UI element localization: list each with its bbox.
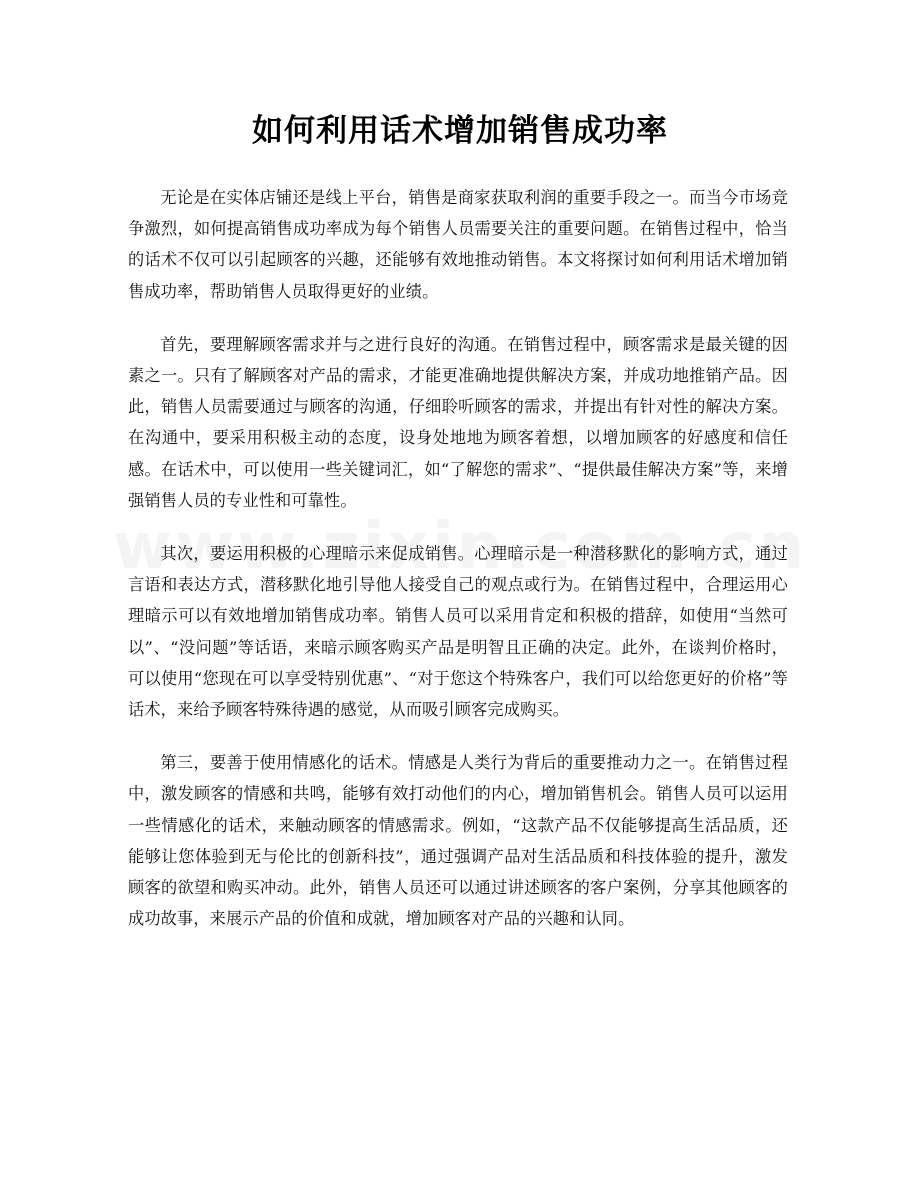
paragraph-psychological-hints: 其次，要运用积极的心理暗示来促成销售。心理暗示是一种潜移默化的影响方式，通过言语和表达方式，潜移默化地引导他人接受自己的观点或行为。在销售过程中，合理运用心理暗示可以有效地增加销售成功率。销售人员可以采用肯定和积极的措辞，如使用“当然可以”、“没问题”等话语，来暗示顾客购买产品是明智且正确的决定。此外，在谈判价格时，可以使用“您现在可以享受特别优惠”、“对于您这个特殊客户，我们可以给您更好的价格”等话术，来给予顾客特殊待遇的感觉，从而吸引顾客完成购买。 (128, 544, 788, 720)
paragraph-understand-needs: 首先，要理解顾客需求并与之进行良好的沟通。在销售过程中，顾客需求是最关键的因素之一。只有了解顾客对产品的需求，才能更准确地提供解决方案，并成功地推销产品。因此，销售人员需要通过与顾客的沟通，仔细聆听顾客的需求，并提出有针对性的解决方案。在沟通中，要采用积极主动的态度，设身处地地为顾客着想，以增加顾客的好感度和信任感。在话术中，可以使用一些关键词汇，如“了解您的需求”、“提供最佳解决方案”等，来增强销售人员的专业性和可靠性。 (128, 334, 788, 510)
paragraph-emotional-talk: 第三，要善于使用情感化的话术。情感是人类行为背后的重要推动力之一。在销售过程中，激发顾客的情感和共鸣，能够有效打动他们的内心，增加销售机会。销售人员可以运用一些情感化的话术，来触动顾客的情感需求。例如，“这款产品不仅能够提高生活品质，还能够让您体验到无与伦比的创新科技”，通过强调产品对生活品质和科技体验的提升，激发顾客的欲望和购买冲动。此外，销售人员还可以通过讲述顾客的客户案例，分享其他顾客的成功故事，来展示产品的价值和成就，增加顾客对产品的兴趣和认同。 (128, 753, 788, 929)
document-body (128, 182, 788, 956)
paragraph-intro: 无论是在实体店铺还是线上平台，销售是商家获取利润的重要手段之一。而当今市场竞争激烈，如何提高销售成功率成为每个销售人员需要关注的重要问题。在销售过程中，恰当的话术不仅可以引起顾客的兴趣，还能够有效地推动销售。本文将探讨如何利用话术增加销售成功率，帮助销售人员取得更好的业绩。 (128, 188, 788, 301)
page-title: 如何利用话术增加销售成功率 (252, 113, 668, 149)
